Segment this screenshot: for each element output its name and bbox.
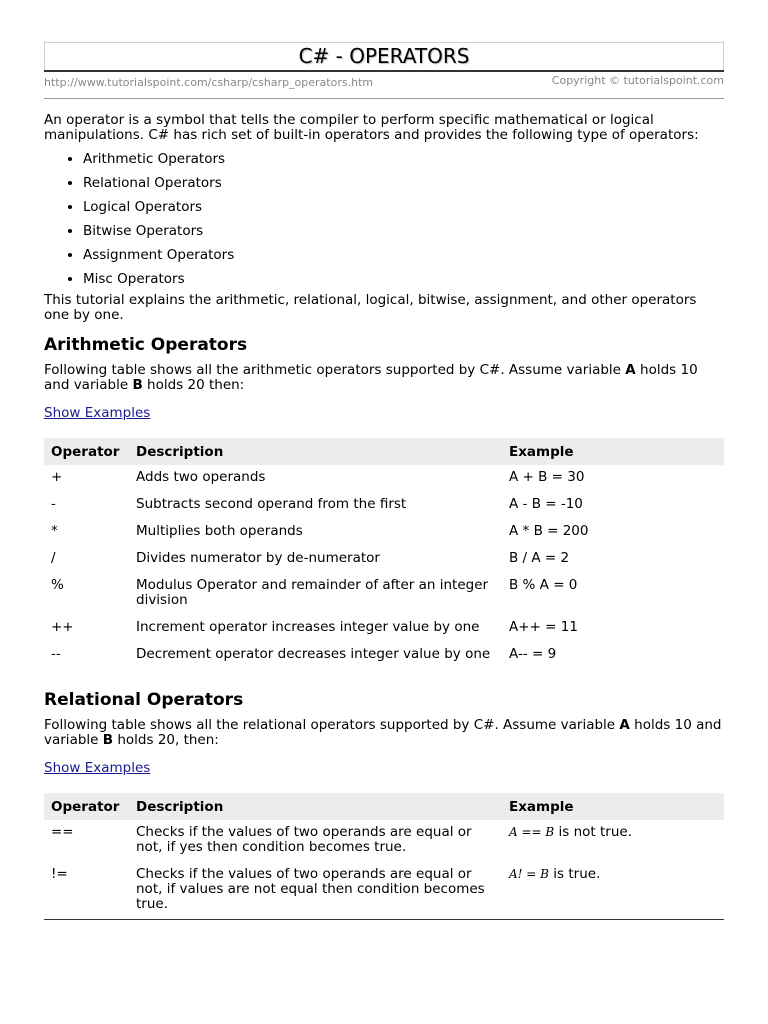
example-cell: A++ = 11 bbox=[509, 619, 578, 635]
list-item: Logical Operators bbox=[83, 195, 724, 219]
example-cell: A + B = 30 bbox=[509, 469, 585, 485]
operator-cell: - bbox=[51, 496, 56, 512]
operator-cell: * bbox=[51, 523, 58, 539]
table-row bbox=[44, 465, 724, 492]
relational-show-examples-link[interactable]: Show Examples bbox=[44, 760, 151, 776]
list-item: Assignment Operators bbox=[83, 243, 724, 267]
table-row bbox=[44, 573, 724, 615]
relational-intro: Following table shows all the relational operators supported by C#. Assume variable A holds 10 and variable B holds 20, then: bbox=[44, 717, 722, 748]
table-row bbox=[44, 820, 724, 862]
page-title: C# - OPERATORS bbox=[44, 42, 724, 70]
column-header: Operator bbox=[44, 793, 129, 820]
operator-cell: + bbox=[51, 469, 63, 485]
copyright-notice: Copyright © tutorialspoint.com bbox=[551, 74, 724, 87]
table-row bbox=[44, 862, 724, 919]
column-header: Example bbox=[502, 438, 724, 465]
example-cell: A == B is not true. bbox=[509, 824, 632, 840]
list-item: Misc Operators bbox=[83, 267, 724, 291]
list-item: Relational Operators bbox=[83, 171, 724, 195]
column-header: Operator bbox=[44, 438, 129, 465]
description-cell: Modulus Operator and remainder of after an integer division bbox=[136, 577, 489, 608]
source-url[interactable]: http://www.tutorialspoint.com/csharp/csharp_operators.htm bbox=[44, 76, 374, 89]
relational-heading: Relational Operators bbox=[44, 690, 244, 710]
overview-paragraph: This tutorial explains the arithmetic, relational, logical, bitwise, assignment, and other operators one by one. bbox=[44, 292, 697, 323]
example-cell: A! = B is true. bbox=[509, 866, 601, 882]
description-cell: Checks if the values of two operands are equal or not, if values are not equal then condition becomes true. bbox=[136, 866, 485, 912]
example-cell: A * B = 200 bbox=[509, 523, 589, 539]
operator-types-list bbox=[44, 147, 724, 291]
arithmetic-intro: Following table shows all the arithmetic operators supported by C#. Assume variable A holds 10 and variable B holds 20 then: bbox=[44, 362, 698, 393]
intro-paragraph: An operator is a symbol that tells the compiler to perform specific mathematical or logical manipulations. C# has rich set of built-in operators and provides the following type of operators: bbox=[44, 112, 699, 143]
example-cell: A-- = 9 bbox=[509, 646, 557, 662]
description-cell: Increment operator increases integer value by one bbox=[136, 619, 480, 635]
table-header-row bbox=[44, 793, 724, 820]
description-cell: Multiplies both operands bbox=[136, 523, 303, 539]
math-expression: A == B bbox=[509, 825, 555, 839]
url-bar bbox=[44, 72, 724, 98]
arithmetic-show-examples-link[interactable]: Show Examples bbox=[44, 405, 151, 421]
operator-cell: -- bbox=[51, 646, 61, 662]
table-row bbox=[44, 492, 724, 519]
description-cell: Divides numerator by de-numerator bbox=[136, 550, 380, 566]
operator-cell: != bbox=[51, 866, 68, 882]
column-header: Description bbox=[129, 793, 502, 820]
table-row bbox=[44, 546, 724, 573]
page-bottom-divider bbox=[44, 919, 724, 920]
table-header-row bbox=[44, 438, 724, 465]
description-cell: Subtracts second operand from the first bbox=[136, 496, 407, 512]
document-page bbox=[44, 42, 724, 920]
example-cell: A - B = -10 bbox=[509, 496, 583, 512]
list-item: Arithmetic Operators bbox=[83, 147, 724, 171]
example-cell: B % A = 0 bbox=[509, 577, 578, 593]
url-divider bbox=[44, 98, 724, 99]
column-header: Example bbox=[502, 793, 724, 820]
description-cell: Decrement operator decreases integer value by one bbox=[136, 646, 491, 662]
description-cell: Checks if the values of two operands are equal or not, if yes then condition becomes true. bbox=[136, 824, 472, 855]
operator-cell: ++ bbox=[51, 619, 74, 635]
table-row bbox=[44, 642, 724, 669]
operator-cell: / bbox=[51, 550, 56, 566]
table-row bbox=[44, 519, 724, 546]
column-header: Description bbox=[129, 438, 502, 465]
relational-table bbox=[44, 793, 724, 919]
list-item: Bitwise Operators bbox=[83, 219, 724, 243]
operator-cell: % bbox=[51, 577, 64, 593]
math-expression: A! = B bbox=[509, 867, 549, 881]
operator-cell: == bbox=[51, 824, 74, 840]
description-cell: Adds two operands bbox=[136, 469, 266, 485]
arithmetic-heading: Arithmetic Operators bbox=[44, 335, 248, 355]
arithmetic-table bbox=[44, 438, 724, 669]
example-cell: B / A = 2 bbox=[509, 550, 570, 566]
table-row bbox=[44, 615, 724, 642]
